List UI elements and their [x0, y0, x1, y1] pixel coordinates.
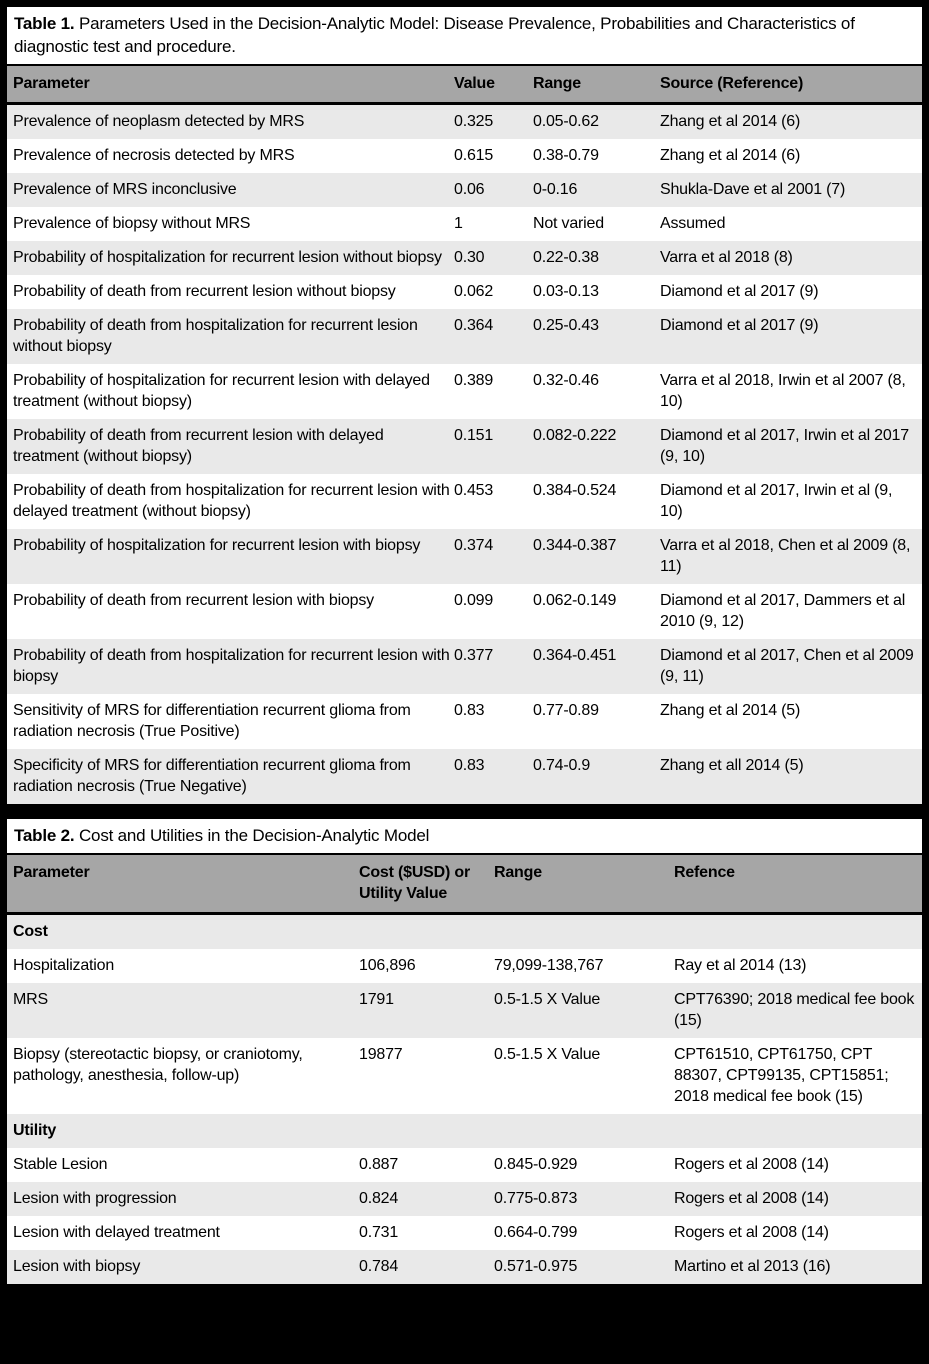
source-cell: Diamond et al 2017, Irwin et al (9, 10)	[660, 482, 893, 520]
value-cell: 0.731	[359, 1224, 399, 1241]
table1	[7, 64, 922, 804]
value-cell: 0.784	[359, 1258, 399, 1275]
value-cell: 0.062	[454, 283, 494, 300]
section-label: Utility	[13, 1122, 57, 1139]
param-cell: Probability of death from recurrent lesion with delayed treatment (without biopsy)	[13, 427, 384, 465]
source-cell: Diamond et al 2017, Chen et al 2009 (9, 11)	[660, 647, 914, 685]
value-cell: 0.374	[454, 537, 494, 554]
range-cell: 0.664-0.799	[494, 1224, 578, 1241]
table1-header-parameter: Parameter	[7, 65, 454, 104]
value-cell: 0.389	[454, 372, 494, 389]
param-cell: Probability of hospitalization for recurrent lesion with delayed treatment (without biopsy)	[13, 372, 430, 410]
source-cell: Varra et al 2018, Chen et al 2009 (8, 11)	[660, 537, 911, 575]
value-cell: 1791	[359, 991, 394, 1008]
table-row	[7, 275, 922, 309]
section-label: Cost	[13, 923, 48, 940]
source-cell: Rogers et al 2008 (14)	[674, 1190, 829, 1207]
source-cell: Diamond et al 2017, Irwin et al 2017 (9, 10)	[660, 427, 909, 465]
source-cell: Diamond et al 2017 (9)	[660, 283, 819, 300]
range-cell: 0.082-0.222	[533, 427, 617, 444]
param-cell: Prevalence of MRS inconclusive	[13, 181, 237, 198]
range-cell: 0.344-0.387	[533, 537, 617, 554]
param-cell: Probability of hospitalization for recurrent lesion without biopsy	[13, 249, 442, 266]
range-cell: 79,099-138,767	[494, 957, 604, 974]
range-cell: 0.32-0.46	[533, 372, 599, 389]
range-cell: 0.03-0.13	[533, 283, 599, 300]
value-cell: 0.377	[454, 647, 494, 664]
source-cell: Varra et al 2018, Irwin et al 2007 (8, 10)	[660, 372, 906, 410]
source-cell: CPT76390; 2018 medical fee book (15)	[674, 991, 915, 1029]
section-row	[7, 1114, 922, 1148]
source-cell: Diamond et al 2017, Dammers et al 2010 (9, 12)	[660, 592, 906, 630]
value-cell: 1	[454, 215, 463, 232]
param-cell: Prevalence of biopsy without MRS	[13, 215, 251, 232]
value-cell: 0.30	[454, 249, 485, 266]
table2-header-reference: Refence	[674, 854, 922, 914]
table2-caption-label: Table 2.	[14, 826, 75, 845]
table-row	[7, 173, 922, 207]
table-row	[7, 104, 922, 140]
source-cell: Zhang et al 2014 (6)	[660, 147, 801, 164]
table-row	[7, 1182, 922, 1216]
range-cell: 0.5-1.5 X Value	[494, 991, 601, 1008]
range-cell: 0.571-0.975	[494, 1258, 578, 1275]
param-cell: Biopsy (stereotactic biopsy, or craniotomy, pathology, anesthesia, follow-up)	[13, 1046, 303, 1084]
source-cell: Rogers et al 2008 (14)	[674, 1224, 829, 1241]
value-cell: 0.615	[454, 147, 494, 164]
range-cell: 0.775-0.873	[494, 1190, 578, 1207]
range-cell: 0.38-0.79	[533, 147, 599, 164]
value-cell: 0.887	[359, 1156, 399, 1173]
table2-header-row	[7, 854, 922, 914]
table-row	[7, 1148, 922, 1182]
param-cell: Probability of death from recurrent lesion with biopsy	[13, 592, 374, 609]
table2-header-cost: Cost ($USD) or Utility Value	[359, 854, 494, 914]
range-cell: 0.25-0.43	[533, 317, 599, 334]
range-cell: 0.845-0.929	[494, 1156, 578, 1173]
table1-header-row	[7, 65, 922, 104]
range-cell: 0.5-1.5 X Value	[494, 1046, 601, 1063]
value-cell: 0.83	[454, 702, 485, 719]
table-row	[7, 474, 922, 529]
table-row	[7, 983, 922, 1038]
source-cell: Zhang et al 2014 (6)	[660, 113, 801, 130]
table-row	[7, 207, 922, 241]
table-row	[7, 419, 922, 474]
table1-caption-label: Table 1.	[14, 14, 75, 33]
value-cell: 0.824	[359, 1190, 399, 1207]
param-cell: Probability of hospitalization for recurrent lesion with biopsy	[13, 537, 421, 554]
table-row	[7, 949, 922, 983]
value-cell: 106,896	[359, 957, 416, 974]
value-cell: 0.364	[454, 317, 494, 334]
table-row	[7, 749, 922, 804]
param-cell: Sensitivity of MRS for differentiation recurrent glioma from radiation necrosis (True Positive)	[13, 702, 411, 740]
table2-caption-text: Cost and Utilities in the Decision-Analytic Model	[78, 826, 430, 845]
value-cell: 0.453	[454, 482, 494, 499]
table2	[7, 853, 922, 1284]
table-row	[7, 241, 922, 275]
range-cell: 0.062-0.149	[533, 592, 617, 609]
param-cell: Lesion with biopsy	[13, 1258, 141, 1275]
range-cell: 0.77-0.89	[533, 702, 599, 719]
param-cell: Probability of death from recurrent lesion without biopsy	[13, 283, 396, 300]
value-cell: 0.06	[454, 181, 485, 198]
param-cell: Stable Lesion	[13, 1156, 108, 1173]
section-row	[7, 914, 922, 950]
table2-card	[0, 812, 929, 1292]
param-cell: Probability of death from hospitalization for recurrent lesion with biopsy	[13, 647, 450, 685]
source-cell: Zhang et al 2014 (5)	[660, 702, 801, 719]
source-cell: Varra et al 2018 (8)	[660, 249, 793, 266]
table1-header-source: Source (Reference)	[660, 65, 922, 104]
param-cell: Specificity of MRS for differentiation recurrent glioma from radiation necrosis (True Negative)	[13, 757, 411, 795]
source-cell: CPT61510, CPT61750, CPT 88307, CPT99135, CPT15851; 2018 medical fee book (15)	[674, 1046, 889, 1105]
source-cell: Ray et al 2014 (13)	[674, 957, 807, 974]
value-cell: 0.325	[454, 113, 494, 130]
table2-caption	[7, 819, 922, 853]
value-cell: 0.099	[454, 592, 494, 609]
param-cell: Prevalence of neoplasm detected by MRS	[13, 113, 305, 130]
table-row	[7, 639, 922, 694]
value-cell: 19877	[359, 1046, 403, 1063]
table1-caption-text: Parameters Used in the Decision-Analytic Model: Disease Prevalence, Probabilities and Characteristics of diagnostic test and procedure.	[14, 14, 855, 56]
range-cell: 0.05-0.62	[533, 113, 599, 130]
param-cell: Prevalence of necrosis detected by MRS	[13, 147, 295, 164]
param-cell: Lesion with progression	[13, 1190, 177, 1207]
range-cell: 0.384-0.524	[533, 482, 617, 499]
source-cell: Rogers et al 2008 (14)	[674, 1156, 829, 1173]
range-cell: 0.22-0.38	[533, 249, 599, 266]
range-cell: Not varied	[533, 215, 604, 232]
table1-header-range: Range	[533, 65, 660, 104]
param-cell: Lesion with delayed treatment	[13, 1224, 220, 1241]
value-cell: 0.151	[454, 427, 494, 444]
table-row	[7, 309, 922, 364]
table2-header-parameter: Parameter	[7, 854, 359, 914]
table-row	[7, 529, 922, 584]
source-cell: Martino et al 2013 (16)	[674, 1258, 831, 1275]
table2-header-range: Range	[494, 854, 674, 914]
param-cell: Probability of death from hospitalization for recurrent lesion without biopsy	[13, 317, 418, 355]
table-row	[7, 364, 922, 419]
param-cell: Hospitalization	[13, 957, 115, 974]
range-cell: 0.364-0.451	[533, 647, 617, 664]
table-row	[7, 1250, 922, 1284]
table-row	[7, 584, 922, 639]
table-row	[7, 1216, 922, 1250]
table-row	[7, 1038, 922, 1114]
table-row	[7, 694, 922, 749]
param-cell: Probability of death from hospitalization for recurrent lesion with delayed treatment (without biopsy)	[13, 482, 450, 520]
source-cell: Shukla-Dave et al 2001 (7)	[660, 181, 846, 198]
range-cell: 0.74-0.9	[533, 757, 591, 774]
source-cell: Diamond et al 2017 (9)	[660, 317, 819, 334]
param-cell: MRS	[13, 991, 48, 1008]
range-cell: 0-0.16	[533, 181, 578, 198]
table-row	[7, 139, 922, 173]
source-cell: Assumed	[660, 215, 726, 232]
value-cell: 0.83	[454, 757, 485, 774]
table1-caption	[7, 7, 922, 64]
table1-header-value: Value	[454, 65, 533, 104]
source-cell: Zhang et all 2014 (5)	[660, 757, 804, 774]
